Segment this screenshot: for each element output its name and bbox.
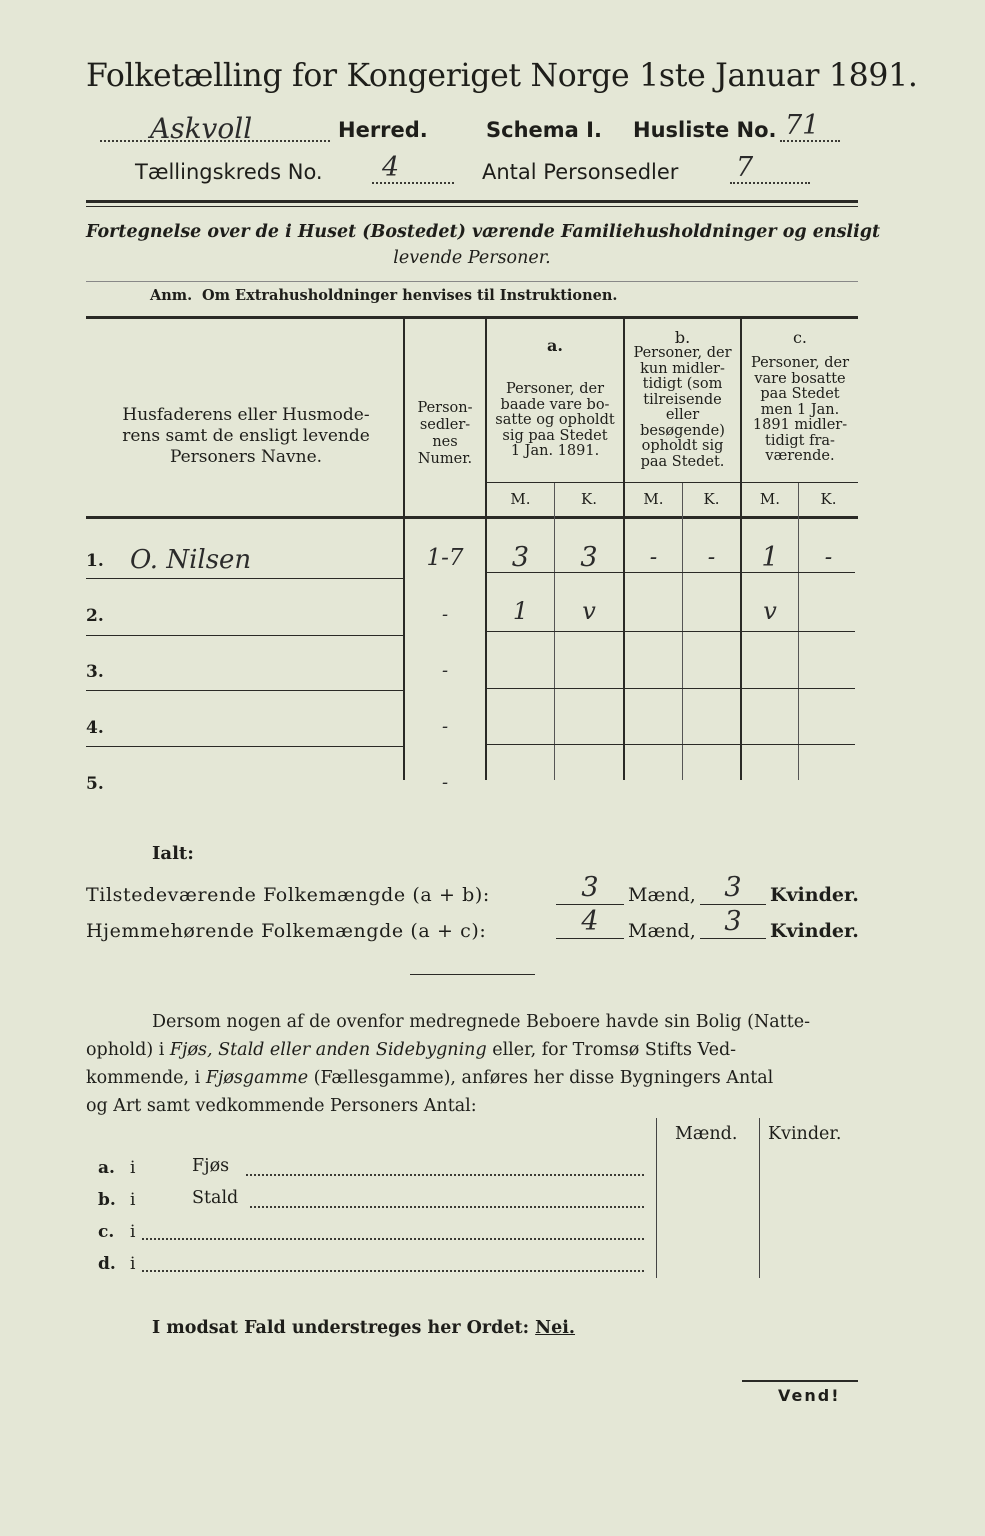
a-column-header: Personer, der baade vare bo- satte og opholdt sig paa Stedet 1 Jan. 1891. xyxy=(495,381,615,459)
nei-text: I modsat Fald understreges her Ordet: Nei. xyxy=(152,1318,576,1338)
a-m-header: M. xyxy=(510,490,531,508)
herred-value: Askvoll xyxy=(150,112,253,145)
tilsted-kvinder-value: 3 xyxy=(724,872,742,903)
name-column-header: Husfaderens eller Husmode- rens samt de ensligt levende Personers Navne. xyxy=(122,405,370,467)
a-k-value: v xyxy=(582,597,596,625)
ialt-label: Ialt: xyxy=(152,843,194,864)
a-column-letter: a. xyxy=(547,336,563,355)
tilsted-maend-label: Mænd, xyxy=(628,884,696,906)
tilsted-maend-value: 3 xyxy=(581,872,599,903)
hjemme-maend-label: Mænd, xyxy=(628,920,696,942)
c-column-letter: c. xyxy=(792,328,808,347)
intro-line-2: levende Personer. xyxy=(393,248,551,268)
antal-value: 7 xyxy=(736,152,754,183)
kreds-value: 4 xyxy=(382,152,400,183)
hjemme-maend-value: 4 xyxy=(581,906,599,937)
schema-label: Schema I. xyxy=(486,118,602,142)
household-name: O. Nilsen xyxy=(130,545,252,575)
kreds-label: Tællingskreds No. xyxy=(135,160,323,184)
buildings-para-line-1: Dersom nogen af de ovenfor medregnede Beboere havde sin Bolig (Natte- xyxy=(152,1012,811,1032)
row-number: 3. xyxy=(86,662,104,682)
intro-line-1: Fortegnelse over de i Huset (Bostedet) værende Familiehusholdninger og ensligt xyxy=(86,222,881,242)
person-number: - xyxy=(441,604,449,625)
antal-label: Antal Personsedler xyxy=(482,160,679,184)
a-k-header: K. xyxy=(581,490,597,508)
tilsted-label: Tilstedeværende Folkemængde (a + b): xyxy=(86,884,490,906)
buildings-maend-header: Mænd. xyxy=(675,1124,738,1144)
c-column-header: Personer, der vare bosatte paa Stedet men 1 Jan. 1891 midler- tidigt fra- værende. xyxy=(750,355,850,464)
nei-word: Nei. xyxy=(535,1318,576,1338)
person-number: - xyxy=(441,716,449,737)
b-column-letter: b. xyxy=(674,328,691,347)
herred-label: Herred. xyxy=(338,118,428,142)
row-number: 4. xyxy=(86,718,104,738)
buildings-para-line-4: og Art samt vedkommende Personers Antal: xyxy=(86,1096,477,1116)
a-m-value: 1 xyxy=(512,597,529,625)
c-m-value: v xyxy=(763,597,777,625)
b-m-header: M. xyxy=(643,490,664,508)
c-k-header: K. xyxy=(820,490,837,508)
c-k-value: - xyxy=(824,545,833,570)
c-m-value: 1 xyxy=(761,542,779,573)
anm-label: Anm. xyxy=(150,287,193,304)
b-column-header: Personer, der kun midler- tidigt (som tilreisende eller besøgende) opholdt sig paa Stedet. xyxy=(633,345,732,470)
hjemme-kvinder-label: Kvinder. xyxy=(770,920,859,942)
person-number: - xyxy=(441,772,449,793)
c-m-header: M. xyxy=(759,490,781,508)
number-column-header: Person- sedler- nes Numer. xyxy=(417,400,473,467)
census-form-page: Folketælling for Kongeriget Norge 1ste Januar 1891. Askvoll Herred. Schema I. Husliste No. 71 Tællingskreds No. 4 Antal Personsedler 7 Fortegnelse over de i Huset (Bostedet) værende Familiehusholdninger og ensligt levende Personer. Anm. Om Extrahusholdninger henvises til Instruktionen. Husfaderens eller Husmode- rens samt de ensligt levende Personers Navne. Person- sedler- nes Numer. a. Personer, der baade vare bo- satte og opholdt sig paa Stedet 1 Jan. 1891. b. Personer, der kun midler- tidigt (som tilreisende eller besøgende) opholdt sig paa Stedet. c. Personer, der vare bosatte paa Stedet men 1 Jan. 1891 midler- tidigt fra- værende. M. K. M. K. M. K. 1. O. Nilsen 1-7 3 3 - - 1 - 2. - 1 v v 3. - 4. - 5. - Ialt: Tilstedeværende Folkemængde (a + b): 3 Mænd, 3 Kvinder. Hjemmehørende Folkemængde (a + c): 4 Mænd, 3 Kvinder. Dersom nogen af de ovenfor medregnede Beboere havde sin Bolig (Natte- ophold) i Fjøs, Stald eller anden Sidebygning eller, for Tromsø Stifts Ved- kommende, i Fjøsgamme (Fællesgamme), anføres her disse Bygningers Antal og Art samt vedkommende Personers Antal: Mænd. Kvinder. a. i Fjøs b. i Stald c. i d. i I modsat Fald understreges her Ordet: Nei. Vend! xyxy=(86,58,918,1405)
anm-text: Om Extrahusholdninger henvises til Instruktionen. xyxy=(202,287,618,304)
hjemme-label: Hjemmehørende Folkemængde (a + c): xyxy=(86,920,487,942)
buildings-para-line-3: kommende, i Fjøsgamme (Fællesgamme), anføres her disse Bygningers Antal xyxy=(86,1068,774,1088)
person-number: - xyxy=(441,660,449,681)
b-k-header: K. xyxy=(703,490,720,508)
row-number: 1. xyxy=(86,551,104,571)
b-k-value: - xyxy=(707,545,716,570)
hjemme-kvinder-value: 3 xyxy=(724,906,742,937)
a-k-value: 3 xyxy=(580,542,598,573)
b-m-value: - xyxy=(649,545,658,570)
row-number: 5. xyxy=(86,774,104,794)
a-m-value: 3 xyxy=(511,542,530,573)
husliste-value: 71 xyxy=(785,110,820,141)
divider xyxy=(410,974,535,975)
form-title: Folketælling for Kongeriget Norge 1ste Januar 1891. xyxy=(86,58,918,94)
person-number: 1-7 xyxy=(426,545,464,571)
husliste-label: Husliste No. xyxy=(633,118,777,142)
row-number: 2. xyxy=(86,606,104,626)
buildings-kvinder-header: Kvinder. xyxy=(768,1124,842,1144)
vend-label: Vend! xyxy=(778,1386,841,1405)
buildings-para-line-2: ophold) i Fjøs, Stald eller anden Sidebygning eller, for Tromsø Stifts Ved- xyxy=(86,1040,737,1060)
tilsted-kvinder-label: Kvinder. xyxy=(770,884,859,906)
